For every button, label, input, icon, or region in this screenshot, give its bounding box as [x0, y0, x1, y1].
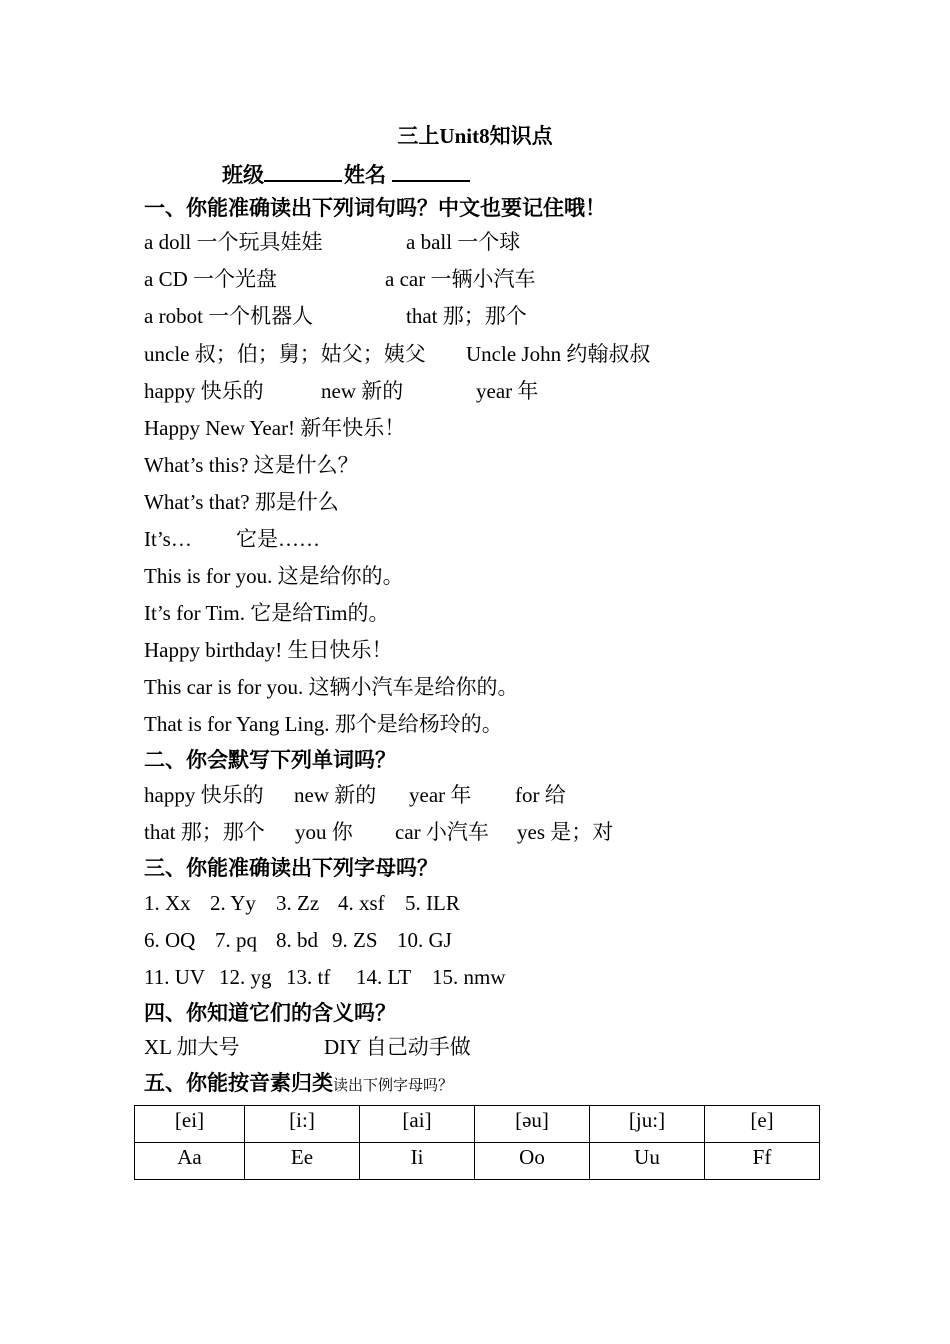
list-item: a doll 一个玩具娃娃 a ball 一个球 — [144, 230, 521, 254]
list-item: Happy birthday! 生日快乐！ — [144, 638, 393, 662]
list-item: Happy New Year! 新年快乐！ — [144, 416, 406, 440]
table-cell: Oo — [475, 1143, 590, 1180]
table-cell: Ff — [705, 1143, 820, 1180]
list-item: This car is for you. 这辆小汽车是给你的。 — [144, 675, 519, 699]
list-item: that 那；那个 you 你 car 小汽车 yes 是；对 — [144, 820, 614, 844]
table-cell: Aa — [135, 1143, 245, 1180]
name-blank[interactable] — [392, 159, 470, 182]
table-header-cell: [ju:] — [590, 1106, 705, 1143]
list-item: uncle 叔；伯；舅；姑父；姨父 Uncle John 约翰叔叔 — [144, 342, 651, 366]
section3-heading: 三、你能准确读出下列字母吗？ — [144, 856, 438, 880]
list-item: XL 加大号 DIY 自己动手做 — [144, 1035, 471, 1059]
table-cell: Ee — [245, 1143, 360, 1180]
section4-heading: 四、你知道它们的含义吗？ — [144, 1001, 396, 1025]
table-row — [135, 1106, 820, 1143]
class-blank[interactable] — [264, 159, 342, 182]
table-row — [135, 1143, 820, 1180]
list-item: happy 快乐的 new 新的 year 年 — [144, 379, 539, 403]
phoneme-table — [134, 1105, 820, 1180]
document-title: 三上Unit8知识点 — [397, 124, 553, 148]
table-header-cell: [i:] — [245, 1106, 360, 1143]
list-item: That is for Yang Ling. 那个是给杨玲的。 — [144, 712, 503, 736]
list-item: What’s this? 这是什么？ — [144, 453, 359, 477]
name-label: 姓名 — [344, 163, 386, 187]
list-item: 6. OQ 7. pq 8. bd 9. ZS 10. GJ — [144, 928, 452, 952]
table-header-cell: [ai] — [360, 1106, 475, 1143]
table-cell: Ii — [360, 1143, 475, 1180]
list-item: It’s for Tim. 它是给Tim的。 — [144, 601, 390, 625]
table-header-cell: [əu] — [475, 1106, 590, 1143]
table-header-cell: [e] — [705, 1106, 820, 1143]
class-name-line — [222, 159, 470, 189]
list-item: What’s that? 那是什么 — [144, 490, 339, 514]
list-item: a robot 一个机器人 that 那；那个 — [144, 304, 527, 328]
table-header-cell: [ei] — [135, 1106, 245, 1143]
list-item: 11. UV 12. yg 13. tf 14. LT 15. nmw — [144, 965, 506, 989]
class-label: 班级 — [222, 163, 264, 187]
list-item: It’s… 它是…… — [144, 527, 320, 551]
list-item: 1. Xx 2. Yy 3. Zz 4. xsf 5. ILR — [144, 891, 460, 915]
section2-heading: 二、你会默写下列单词吗？ — [144, 748, 396, 772]
list-item: This is for you. 这是给你的。 — [144, 564, 404, 588]
list-item: happy 快乐的 new 新的 year 年 for 给 — [144, 783, 566, 807]
table-cell: Uu — [590, 1143, 705, 1180]
section5-heading-note: 读出下例字母吗？ — [333, 1078, 454, 1094]
section1-heading: 一、你能准确读出下列词句吗？中文也要记住哦！ — [144, 196, 606, 220]
section5-heading: 五、你能按音素归类读出下例字母吗？ — [144, 1069, 453, 1100]
list-item: a CD 一个光盘 a car 一辆小汽车 — [144, 267, 536, 291]
